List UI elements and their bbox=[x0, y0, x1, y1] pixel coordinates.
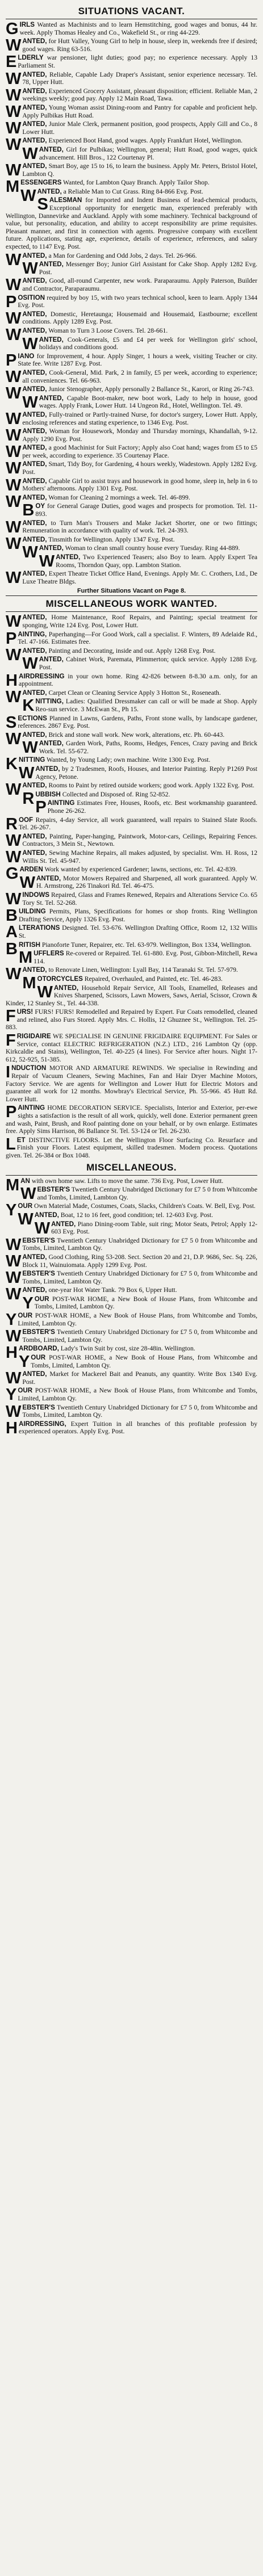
ad-lead-word: ALTERATIONS bbox=[6, 923, 60, 942]
ad-lead-word: WEBSTER'S bbox=[6, 1402, 55, 1421]
ad-lead-word: WANTED, bbox=[6, 443, 47, 462]
classified-ad bbox=[6, 553, 257, 569]
sections-container bbox=[6, 6, 257, 1436]
ad-lead-word: WANTED, bbox=[6, 534, 47, 553]
classified-ad bbox=[6, 411, 257, 426]
ad-body: Rooms to Paint by retired outside workers; good work. Apply 1322 Evg. Post. bbox=[48, 782, 254, 790]
ad-lead-word: WANTED, bbox=[6, 36, 47, 55]
ad-body: Repaired, Overhauled, and Painted, etc. Tel. 46-283. bbox=[84, 975, 223, 983]
classified-ad bbox=[6, 673, 257, 688]
ad-body: Market for Mackerel Bait and Peanuts, any quantity. Write Box 1340 Evg. Post. bbox=[22, 1370, 257, 1386]
section-heading: SITUATIONS VACANT. bbox=[78, 6, 185, 16]
ad-body: Re-covered or Repaired. Tel. 61-880. Evg. Post, Gibbon-Mitchell, Rewa 114. bbox=[34, 950, 257, 965]
ad-body: Junior Stenographer, Apply personally 2 Ballance St., Karori, or Ring 26-743. bbox=[48, 385, 254, 393]
ad-lead-word: FRIGIDAIRE bbox=[6, 1031, 51, 1050]
ad-lead-word: YOUR bbox=[22, 1294, 49, 1312]
ad-body: Garden Work, Paths, Rooms, Hedges, Fences, Crazy paving and Brick Work. Tel. 55-672. bbox=[39, 740, 257, 755]
ad-body: Twentieth Century Unabridged Dictionary for £7 5 0, from Whitcombe and Tombs, Limited, Lambton Qy. bbox=[22, 1270, 257, 1285]
ad-lead-word: WANTED, bbox=[6, 102, 47, 121]
ad-lead-word: WANTED, bbox=[6, 161, 47, 180]
ad-lead-word: SALESMAN bbox=[37, 195, 82, 214]
ad-lead-word: HARDBOARD, bbox=[6, 1344, 59, 1362]
ad-lead-word: WANTED, bbox=[6, 367, 47, 386]
classified-ad bbox=[6, 740, 257, 755]
classified-ad bbox=[6, 196, 257, 250]
classified-ad bbox=[6, 816, 257, 832]
ad-body: Wanted as Machinists and to learn Hemstitching, good wages and bonus, 44 hr. week. Apply Thomas Healey and Co., Wakefield St., or ring 44-229. bbox=[19, 21, 257, 36]
classified-ad bbox=[6, 799, 257, 815]
classified-ad bbox=[6, 908, 257, 923]
ad-lead-word: BRITISH bbox=[6, 939, 40, 958]
ad-lead-word: LET bbox=[6, 1135, 26, 1153]
ad-body: Own Material Made, Costumes, Coats, Slacks, Children's Coats. W. Bell, Evg. Post. bbox=[34, 1202, 256, 1210]
classified-ad bbox=[6, 1404, 257, 1419]
ad-lead-word: WANTED, bbox=[6, 409, 47, 428]
ad-lead-word: WANTED, bbox=[6, 476, 47, 494]
ad-body: Carpet Clean or Cleaning Service Apply 3 Hotton St., Roseneath. bbox=[48, 689, 221, 697]
ad-body: POST-WAR HOME, a New Book of House Plans, from Whitcombe and Tombs, Limited, Lambton Qy. bbox=[31, 1354, 258, 1369]
ad-lead-word: FURS! bbox=[6, 1007, 34, 1026]
ad-lead-word: WANTED, bbox=[6, 612, 47, 631]
classified-ad bbox=[6, 698, 257, 713]
classified-ad bbox=[6, 71, 257, 86]
ad-body: Painting, Paper-hanging, Paintwork, Motor-cars, Ceilings, Repairing Fences. Contractors, 3 Mein St., Newtown. bbox=[22, 832, 257, 848]
ad-body: Boat, 12 to 16 feet, good condition; tel. 12-603 Evg. Post. bbox=[60, 1211, 214, 1219]
ad-lead-word: KNITTING, bbox=[22, 697, 64, 715]
classified-ad bbox=[6, 1295, 257, 1311]
classified-ad bbox=[6, 276, 257, 295]
ad-body: Woman to Turn 3 Loose Covers. Tel. 28-661. bbox=[48, 326, 168, 334]
ad-lead-word: WANTED, bbox=[6, 518, 47, 536]
classified-ad bbox=[6, 460, 257, 476]
ad-lead-word: WANTED, bbox=[22, 144, 64, 163]
ad-lead-word: WANTED, bbox=[6, 309, 47, 328]
ad-lead-word: MAN bbox=[6, 1176, 30, 1194]
ad-lead-word: WANTED, bbox=[22, 655, 64, 673]
ad-lead-word: ELDERLY bbox=[6, 53, 44, 72]
classified-ad bbox=[6, 336, 257, 351]
ad-lead-word: WANTED, bbox=[6, 1252, 47, 1270]
ad-lead-word: WANTED, bbox=[6, 492, 47, 511]
divider bbox=[6, 611, 257, 612]
ad-body: Good, all-round Carpenter, new work. Paraparaumu. Apply Paterson, Builder and Contractor, Paraparaumu. bbox=[22, 277, 257, 292]
ad-lead-word: WINDOWS bbox=[6, 890, 50, 908]
ad-body: Designed. Tel. 53-676. Wellington Drafting Office, Room 12, 132 Willis St. bbox=[18, 924, 257, 939]
ad-body: Domestic, Heretaunga; Housemaid and Housemaid, Eastbourne; excellent conditions. Apply 1289 Evg. Post. bbox=[22, 310, 257, 326]
ad-lead-word: RUBBISH bbox=[22, 789, 61, 808]
ad-lead-word: WANTED, bbox=[6, 325, 47, 344]
ad-body: war pensioner, light duties; good pay; no experience necessary. Apply 13 Parliament St. bbox=[18, 54, 257, 69]
classified-ad bbox=[6, 1328, 257, 1344]
ad-lead-word: WANTED, bbox=[22, 543, 64, 562]
ad-body: Capable Girl to assist trays and housework in good home, sleep in, help in 6 to Mothers' afternoons. Apply 1301 Evg. Post. bbox=[22, 477, 257, 493]
ad-lead-word: WANTED, bbox=[22, 259, 64, 278]
ad-lead-word: PAINTING, bbox=[6, 629, 47, 648]
ad-lead-word: GIRLS bbox=[6, 20, 35, 38]
ad-lead-word: PIANO bbox=[6, 351, 35, 370]
ad-lead-word: BUILDING bbox=[6, 907, 46, 925]
ad-lead-word: WANTED, bbox=[20, 186, 62, 205]
ad-body: HOME DECORATION SERVICE. Specialists, Interior and Exterior, per-ewe sights a satisfaction is the result of all work, quickly, well done. Exterior permanent green and wash, Paint, Brush, and Roof painting done on your behalf, or by own enlarge. Estimates free. Apply Sims Harrison, 86 Ballance St. Tel. 53-124 or Tel. 26-230. bbox=[6, 1104, 257, 1135]
ad-body: a Reliable Man to Cut Grass. Ring 84-866 Evg. Post. bbox=[63, 187, 203, 195]
ad-lead-word: WANTED, bbox=[37, 983, 79, 1001]
classified-ad bbox=[6, 1186, 257, 1201]
ad-body: Experienced Grocery Assistant, pleasant disposition; efficient. Reliable Man, 2 weekings weekly; good pay. Apply 12 Main Road, Tawa. bbox=[22, 87, 257, 103]
classified-ad bbox=[6, 1064, 257, 1103]
ad-body: for Improvement, 4 hour. Apply Singer, 1 hours a week, visiting Teacher or city. State fee. Write 1287 Evg. Post. bbox=[18, 352, 257, 368]
ad-body: to Renovate Linen, Wellington: Lyall Bay, 114 Taranaki St. Tel. 57-979. bbox=[48, 966, 238, 974]
section-1 bbox=[6, 6, 258, 588]
ad-body: Cook-General, Mid. Park, 2 in family, £5 per week, according to experience; all conveniences. Tel. 66-963. bbox=[22, 368, 257, 384]
ad-lead-word: WEBSTER'S bbox=[20, 1185, 70, 1203]
ad-lead-word: YOUR bbox=[6, 1201, 33, 1220]
ad-body: Tinsmith for Wellington. Apply 1347 Evg. Post. bbox=[48, 535, 175, 543]
ad-body: Ladies: Qualified Dressmaker can call or will be made at Shop. Apply Reo-sun service. 3 McEwan St., Ph 15. bbox=[35, 698, 257, 713]
ad-lead-word: MOTORCYCLES bbox=[22, 974, 83, 992]
classified-ad bbox=[6, 1136, 257, 1160]
classified-ad bbox=[6, 162, 257, 178]
ad-body: Junior Male Clerk, permanent position, good prospects, Apply Gill and Co., 8 Lower Hutt. bbox=[22, 120, 257, 136]
ad-lead-word: WEBSTER'S bbox=[6, 1327, 55, 1346]
ad-body: Work wanted by experienced Gardener; lawns, sections, etc. Tel. 42-839. bbox=[44, 866, 237, 874]
ad-lead-word: YOUR bbox=[6, 1386, 33, 1404]
ad-body: Collected and Disposed of. Ring 52-852. bbox=[62, 790, 170, 798]
ad-lead-word: WANTED, bbox=[22, 393, 64, 412]
ad-body: Cabinet Work, Paremata, Plimmerton; quick service. Apply 1288 Evg. Post. bbox=[39, 656, 257, 671]
classified-ad bbox=[6, 875, 257, 890]
ad-body: Twentieth Century Unabridged Dictionary for £7 5 0 from Whitcombe and Tombs, Limited, Lambton Qy. bbox=[22, 1236, 257, 1252]
ad-body: DISTINCTIVE FLOORS. Let the Wellington Floor Surfacing Co. Resurface and Finish your Floors. Latest equipment, skilled tradesmen. Modern process. Quotations given. Tel. 26-384 or Box 1048. bbox=[6, 1136, 257, 1159]
ad-body: Paperhanging—For Good Work, call a specialist. F. Winters, 89 Adelaide Rd., Tel. 47-166. Estimates free. bbox=[18, 630, 257, 646]
ad-body: Wanted, by Young Lady; own machine. Write 1300 Evg. Post. bbox=[47, 756, 211, 764]
ad-body: Estimates Free, Houses, Roofs, etc. Best workmanship guaranteed. Phone 26-262. bbox=[47, 799, 257, 815]
classified-ad bbox=[6, 891, 257, 907]
ad-lead-word: BOY bbox=[22, 501, 45, 520]
ad-body: with own home saw. Lifts to move the same. 736 Evg. Post, Lower Hutt. bbox=[31, 1177, 224, 1185]
ad-body: Cook-Generals, £5 and £4 per week for Wellington girls' school, holidays and conditions good. bbox=[39, 335, 257, 351]
classified-ad bbox=[6, 1312, 257, 1327]
classified-ad bbox=[6, 614, 257, 629]
ad-lead-word: INDUCTION bbox=[6, 1063, 47, 1082]
classified-ad bbox=[6, 1237, 257, 1252]
ad-lead-word: POSITION bbox=[6, 292, 45, 311]
ad-body: Good Clothing, Ring 53-208. Sect. Section 20 and 21, D.P. 9686, Sec. Sq. 226, Block 11, Wainuiomata. Apply 1299 Evg. Post. bbox=[22, 1253, 257, 1269]
ad-body: by 2 Tradesmen, Roofs, Houses, and Interior Painting. Reply P1269 Post Agency, Petone. bbox=[35, 765, 257, 781]
ad-lead-word: MESSENGERS bbox=[6, 178, 62, 196]
ad-lead-word: WANTED, bbox=[6, 687, 47, 706]
ad-lead-word: YOUR bbox=[18, 1353, 46, 1371]
ad-body: FURS! FURS! Remodelled and Repaired by Expert. Fur Coats remodelled, cleaned and relined, also Furs Stored. Apply Mrs. C. Hollis, 12 Ghuznee St., Wellington. Tel. 25-883. bbox=[6, 1008, 257, 1031]
ad-lead-word: WANTED, bbox=[6, 645, 47, 664]
ad-body: for Hutt Valley, Young Girl to help in house, sleep in, weekends free if desired; good wages. Ring 63-516. bbox=[22, 37, 257, 53]
ad-body: Sewing Machine Repairs, all makes adjusted, by specialist. Wm. H. Ross, 12 Willis St. Tel. 45-947. bbox=[22, 849, 257, 865]
classified-ad bbox=[6, 353, 257, 368]
ad-lead-word: WANTED, bbox=[6, 569, 47, 588]
ad-lead-word: WANTED, bbox=[6, 426, 47, 445]
ad-lead-word: WANTED, bbox=[6, 781, 47, 799]
classified-ad bbox=[6, 120, 257, 136]
ad-body: Permits, Plans, Specifications for homes or shop fronts. Ring Wellington Drafting Service, Apply 1326 Evg. Post. bbox=[18, 908, 257, 923]
ad-lead-word: WEBSTER'S bbox=[6, 1235, 55, 1254]
ad-body: Woman for Cleaning 2 mornings a week. Tel. 46-899. bbox=[48, 493, 190, 501]
ad-body: Smart Boy, age 15 to 16, to learn the business. Apply Mr. Peters, Bristol Hotel, Lambton Q. bbox=[22, 162, 257, 178]
ad-lead-word: ROOF bbox=[6, 815, 34, 833]
ad-body: in your own home. Ring 42-826 between 8-8.30 a.m. only, for an appointment. bbox=[18, 672, 257, 688]
ad-lead-word: WANTED, bbox=[6, 848, 47, 866]
ad-body: Fully-trained or Partly-trained Nurse, for doctor's surgery, Lower Hutt. Apply, enclosing references and stating experience, to 1346 Evg. Post. bbox=[22, 410, 257, 426]
ad-body: Repairs, 4-day Service, all work guaranteed, wall repairs to Stained Slate Roofs. Tel. 26-267. bbox=[18, 816, 257, 832]
ad-body: Twentieth Century Unabridged Dictionary for £7 5 0, from Whitcombe and Tombs, Limited, Lambton Qy. bbox=[22, 1403, 257, 1419]
ad-body: Capable Boot-maker, new boot work, Lady to help in house, good wages. Apply Frank, Lower Hutt. 14 Ungeon Rd., Hotel, Wellington. Tel. 49. bbox=[39, 394, 257, 410]
classified-ad bbox=[6, 37, 257, 53]
ad-body: Planned in Lawns, Gardens, Paths, Front stone walls, by landscape gardener, references. 2867 Evg. Post. bbox=[18, 714, 257, 730]
ad-body: Pianoforte Tuner, Repairer, etc. Tel. 63-979. Wellington, Box 1334, Wellington. bbox=[41, 941, 252, 949]
ad-lead-word: WEBSTER'S bbox=[6, 1269, 55, 1287]
ad-lead-word: GARDEN bbox=[6, 865, 43, 883]
ad-body: MOTOR AND ARMATURE REWINDS. We specialise in Rewinding and Repair of Vacuum Cleaners, Sewing Machines, Fan and Hair Dryer Machine Motors, Factory Service. We are agents for Wellington and Lower Hutt for Electric Motors and guarantee all work for 12 months. Mowbray's Electrical Service, Ph. 55-966. 45 Hutt Rd. Lower Hutt. bbox=[6, 1064, 257, 1103]
ad-body: Twentieth Century Unabridged Dictionary for £7 5 0 from Whitcombe and Tombs, Limited, Lambton Qy. bbox=[37, 1186, 257, 1201]
classified-ad bbox=[6, 87, 257, 103]
ad-lead-word: WANTED, bbox=[18, 1210, 59, 1228]
classified-ad bbox=[6, 1253, 257, 1269]
classified-ad bbox=[6, 1387, 257, 1402]
ad-body: WE SPECIALISE IN GENUINE FRIGIDAIRE EQUIPMENT. For Sales or Service, contact ELECTRIC REFRIGERATION (N.Z.) LTD., 216 Lambton Qy (opp. Kirkcaldie and Stains), Wellington, Tel. 40-225 (4 lines). For Service after hours. Night 17-612, 52-925, 51-385. bbox=[6, 1033, 257, 1063]
classified-ad bbox=[6, 984, 257, 1008]
classified-ad bbox=[6, 443, 257, 462]
ad-body: Smart, Tidy Boy, for Gardening, 4 hours weekly, Wadestown. Apply 1282 Evg. Post. bbox=[22, 460, 257, 476]
ad-lead-word: WANTED, bbox=[6, 250, 47, 269]
ad-body: Experienced Boot Hand, good wages. Apply Frankfurt Hotel, Wellington. bbox=[48, 137, 243, 145]
classified-ad bbox=[6, 146, 257, 161]
ad-lead-word: WANTED, bbox=[19, 873, 61, 892]
ad-lead-word: KNITTING bbox=[6, 755, 45, 774]
classified-ad bbox=[6, 656, 257, 671]
classified-ad bbox=[6, 502, 257, 518]
classified-ad bbox=[6, 923, 257, 942]
ad-body: POST-WAR HOME, a New Book of House Plans, from Whitcombe and Tombs, Limited, Lambton Qy. bbox=[18, 1387, 257, 1402]
ad-body: Twentieth Century Unabridged Dictionary for £7 5 0, from Whitcombe and Tombs, Limited, Lambton Qy. bbox=[22, 1328, 257, 1344]
ad-lead-word: WANTED, bbox=[6, 459, 47, 478]
ad-body: Messenger Boy; Junior Girl Assistant for Cake Shop. Apply 1282 Evg. Post. bbox=[39, 261, 257, 276]
classified-ad bbox=[6, 833, 257, 848]
ad-body: to Turn Man's Trousers and Make Jacket Shorter, one or two fittings; Remuneration in accordance with quality of work. Tel. 24-393. bbox=[22, 519, 257, 535]
ad-lead-word: WANTED, bbox=[6, 136, 47, 154]
ad-lead-word: WANTED, bbox=[6, 965, 47, 984]
ad-body: Painting and Decorating, inside and out. Apply 1268 Evg. Post. bbox=[48, 647, 216, 655]
ad-lead-word: YOUR bbox=[6, 1311, 33, 1329]
ad-lead-word: WANTED, bbox=[6, 384, 47, 403]
classified-ad bbox=[6, 294, 257, 309]
classified-ad bbox=[6, 1354, 257, 1369]
ad-body: one-year Hot Water Tank. 79 Box 6, Upper Hutt. bbox=[48, 1286, 177, 1294]
ad-body: Wanted, for Lambton Quay Branch. Apply Tailor Shop. bbox=[63, 179, 210, 187]
section-heading: MISCELLANEOUS. bbox=[86, 1161, 177, 1173]
classified-ad bbox=[6, 1370, 257, 1386]
classified-ad bbox=[6, 569, 257, 588]
classified-ad bbox=[6, 477, 257, 493]
ad-lead-word: WANTED, bbox=[6, 831, 47, 850]
ad-lead-word: WANTED, bbox=[39, 552, 81, 570]
ad-lead-word: WANTED, bbox=[6, 276, 47, 295]
ad-body: required by boy 15, with two years technical school, keen to learn. Apply 1344 Evg. Post. bbox=[18, 293, 257, 309]
ad-lead-word: WANTED, bbox=[6, 729, 47, 748]
divider bbox=[6, 595, 257, 596]
ad-body: a Man for Gardening and Odd Jobs, 2 days. Tel. 26-966. bbox=[48, 251, 197, 259]
ad-lead-word: WANTED, bbox=[22, 334, 64, 353]
ad-body: Lady's Twin Suit by cost, size 28-48in. Wellington. bbox=[60, 1345, 195, 1353]
ad-lead-word: PAINTING bbox=[35, 798, 75, 817]
classified-ad bbox=[6, 715, 257, 730]
section-heading: MISCELLANEOUS WORK WANTED. bbox=[45, 598, 218, 610]
classified-ad bbox=[6, 1104, 257, 1135]
ad-body: Expert Tuition in all branches of this profitable profession by experienced operators. Apply Evg. Post. bbox=[18, 1420, 257, 1436]
ad-body: Brick and stone wall work. New work, alterations, etc. Ph. 60-443. bbox=[48, 731, 225, 739]
ad-body: POST-WAR HOME, a New Book of House Plans, from Whitcombe and Tombs, Limited, Lambton Qy. bbox=[34, 1295, 257, 1311]
ad-body: Two Experienced Teasers; also Boy to learn. Apply Expert Tea Rooms, Thorndon Quay, opp. Lambton Station. bbox=[56, 553, 257, 569]
ad-lead-word: WANTED, bbox=[6, 1369, 47, 1388]
ad-body: Motor Mowers Repaired and Sharpened, all work guaranteed. Apply W. H. Armstrong, 226 Tinakori Rd. Tel. 46-475. bbox=[36, 874, 257, 890]
ad-lead-word: PAINTING bbox=[6, 1103, 45, 1122]
ad-body: a good Machinist for Suit Factory; Apply also Coat hand; wages from £5 to £5 per week, according to experience. 35 Courtenay Place. bbox=[22, 444, 257, 459]
classified-ad bbox=[6, 395, 257, 410]
ad-lead-word: MUFFLERS bbox=[18, 949, 64, 967]
ad-lead-word: WANTED, bbox=[6, 69, 47, 88]
ad-lead-word: HAIRDRESSING, bbox=[6, 1419, 66, 1437]
ad-lead-word: WANTED, bbox=[6, 86, 47, 104]
section-3 bbox=[6, 1162, 257, 1436]
ad-body: Piano Dining-room Table, suit ring; Motor Seats, Petrol; Apply 12-603 Evg. Post. bbox=[51, 1220, 257, 1236]
classified-ad bbox=[6, 53, 257, 72]
ad-body: Young Woman assist Dining-room and Pantry for capable and proficient help. Apply Pulbikas Hutt Road. bbox=[22, 103, 258, 119]
section-note: Further Situations Vacant on Page 8. bbox=[77, 588, 186, 595]
classified-ad bbox=[6, 21, 257, 36]
classified-ad bbox=[6, 519, 257, 535]
ad-body: Girl for Pulbikas; Wellington, general; Hutt Road, good wages, quick advancement. Hill Bros., 122 Courtenay Pl. bbox=[39, 145, 257, 161]
classified-ad bbox=[6, 950, 257, 965]
ad-body: Reliable, Capable Lady Draper's Assistant, senior experience necessary. Tel. 78, Upper Hutt. bbox=[22, 70, 257, 86]
section-2 bbox=[6, 588, 257, 1159]
classified-ad bbox=[6, 369, 257, 384]
ad-body: for Imported and Indent Business of lead-chemical products, Exceptional opportunity for energetic man, experienced preferably with Wellington, Dannevirke and Auckland. Apply with some machinery. Technical background of value, but personality, education, and ability to accept responsibility are prime requisites. Pleasant manner, and first in connection with agents. Progressive company with excellent future. Applications, stating age, experience, details of experience, references, and salary expected, to 1147 Evg. Post. bbox=[6, 196, 257, 251]
ad-lead-word: WANTED, bbox=[22, 739, 64, 757]
classified-ad bbox=[6, 849, 257, 865]
ad-body: Expert Theatre Ticket Office Hand, Evenings. Apply Mr. C. Crothers, Ltd., De Luxe Theatre Bldgs. bbox=[22, 570, 257, 585]
classified-ad bbox=[6, 1270, 257, 1285]
ad-lead-word: WANTED, bbox=[6, 1285, 47, 1304]
ad-lead-word: SECTIONS bbox=[6, 713, 47, 732]
ad-body: for General Garage Duties, good wages and prospects for promotion. Tel. 11-893. bbox=[35, 502, 257, 518]
divider bbox=[6, 1175, 257, 1176]
classified-ad bbox=[6, 104, 257, 119]
classified-ad bbox=[6, 765, 257, 781]
ad-body: Woman for Housework, Monday and Thursday mornings, Khandallah, 9-12. Apply 1290 Evg. Post. bbox=[22, 427, 257, 443]
classified-ad bbox=[6, 1033, 257, 1063]
ad-lead-word: HAIRDRESSING bbox=[6, 671, 65, 690]
ad-lead-word: WANTED, bbox=[18, 764, 60, 783]
classified-ad bbox=[6, 1420, 257, 1436]
ad-body: Woman to clean small country house every Tuesday. Ring 44-889. bbox=[65, 544, 240, 552]
classified-ad bbox=[6, 427, 257, 443]
classified-ad bbox=[6, 261, 257, 276]
classified-ad bbox=[6, 631, 257, 646]
ad-lead-word: WANTED, bbox=[34, 1219, 76, 1237]
classified-ad bbox=[6, 311, 257, 326]
classified-ad bbox=[6, 1220, 257, 1236]
classified-ad bbox=[6, 1008, 257, 1031]
ad-lead-word: WANTED, bbox=[6, 119, 47, 138]
ad-body: Repaired, Glass and Frames Renewed, Repairs and Alterations Service Co. 65 Tory St. Tel. 52-268. bbox=[22, 891, 257, 907]
ad-body: Home Maintenance, Roof Repairs, and Painting; special treatment for sponging, Write 124 Evg. Post, Lower Hutt. bbox=[22, 614, 257, 629]
ad-body: Household Repair Service, All Tools, Enamelled, Releases and Knives Sharpened, Scissors, Lawn Mowers, Saws, Aerial, Scissor, Crown & Kinder, 12 Stanley St., Tel. 44-338. bbox=[6, 984, 257, 1007]
ad-body: POST-WAR HOME, a New Book of House Plans, from Whitcombe and Tombs, Limited, Lambton Qy. bbox=[18, 1312, 257, 1327]
